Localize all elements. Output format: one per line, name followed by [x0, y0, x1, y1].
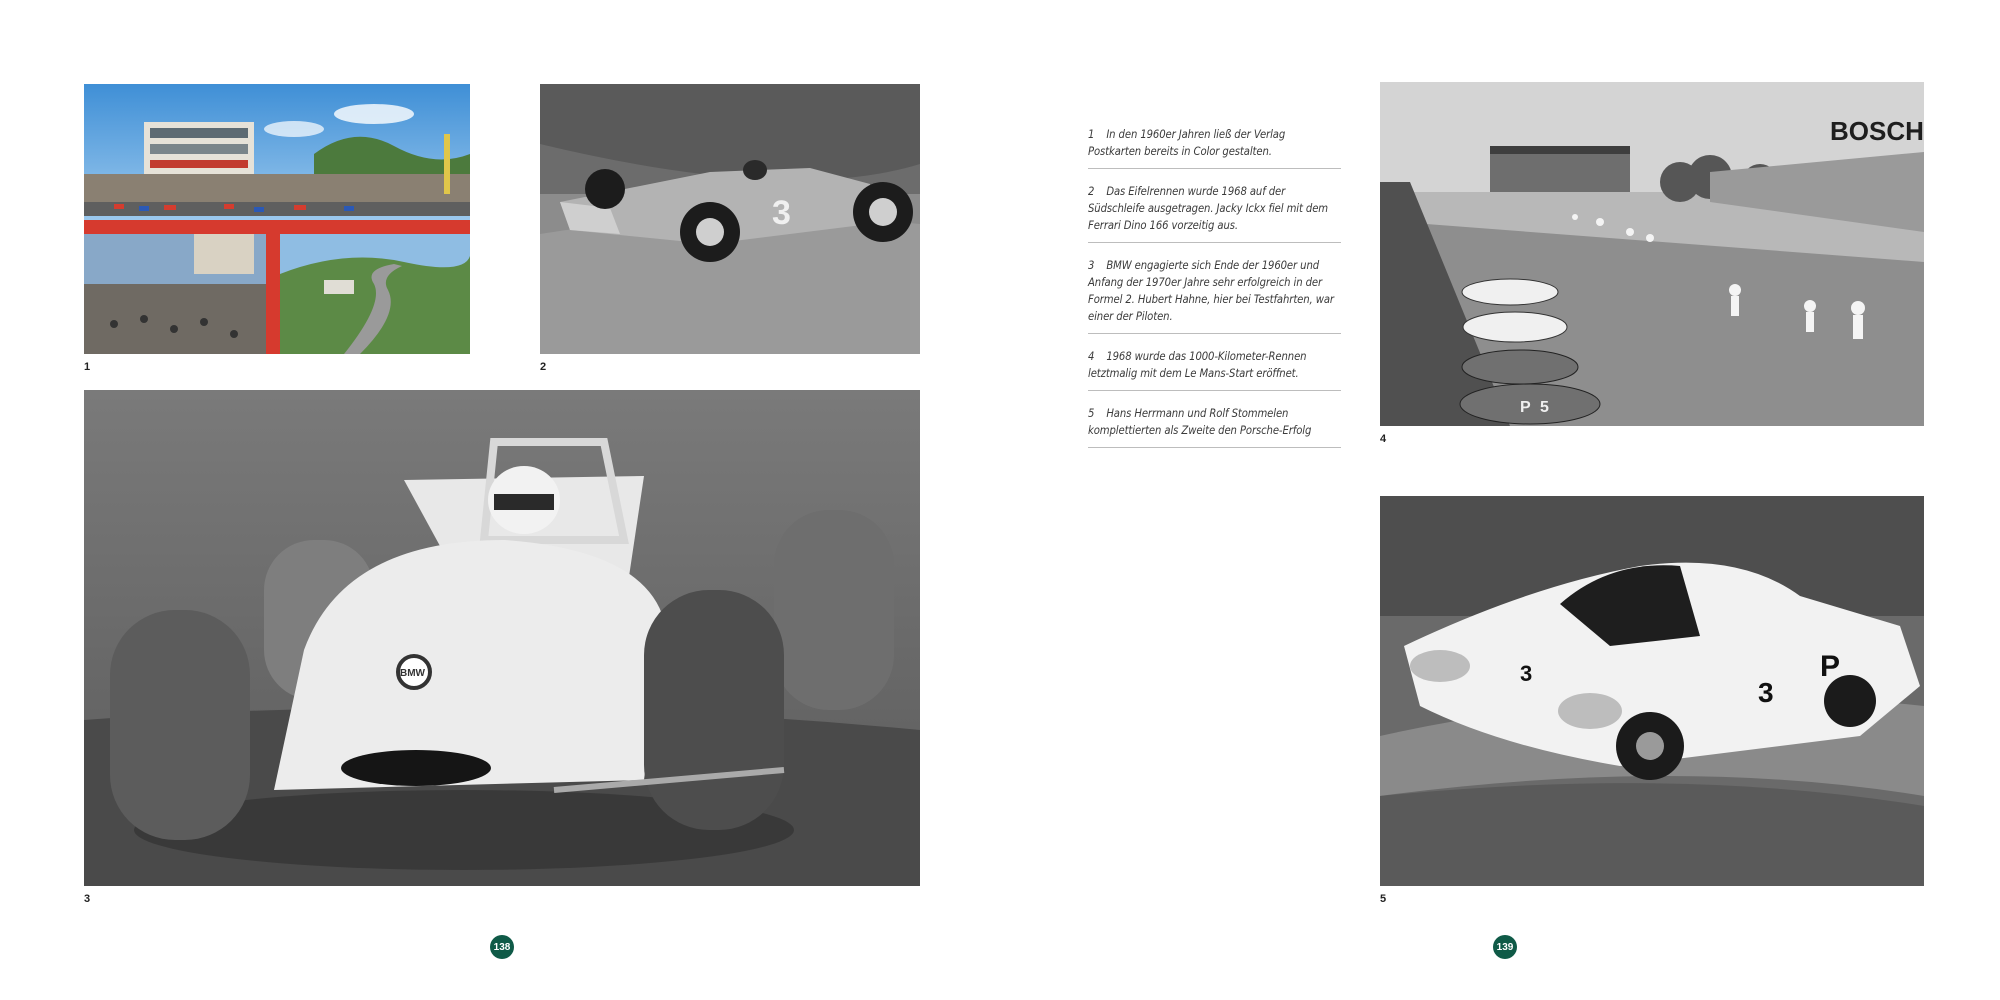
captions-column [1088, 122, 1341, 458]
car4-number: 5 [1540, 399, 1549, 416]
page-number-left: 138 [490, 935, 514, 959]
car2-number: 3 [772, 194, 791, 232]
bosch-sign: BOSCH [1830, 116, 1924, 146]
caption-3: 3 BMW engagierte sich Ende der 1960er und Anfang der 1970er Jahre sehr erfolgreich in der Formel 2. Hubert Hahne, hier bei Testfahrten, war einer der Piloten. [1088, 253, 1341, 334]
photo-3-bmw [84, 390, 920, 886]
photo-4-le-mans-start [1380, 82, 1924, 426]
car5-letter: P [1820, 650, 1841, 683]
page-number-right: 139 [1493, 935, 1517, 959]
figure-number-2: 2 [540, 361, 547, 373]
photo-5-porsche [1380, 496, 1924, 886]
figure-number-1: 1 [84, 361, 91, 373]
car4-door: P [1520, 399, 1531, 416]
photo-2-ferrari [540, 84, 920, 354]
figure-number-3: 3 [84, 893, 91, 905]
car5-door-number: 3 [1758, 677, 1774, 708]
caption-4: 4 1968 wurde das 1000-Kilometer-Rennen letztmalig mit dem Le Mans-Start eröffnet. [1088, 344, 1341, 391]
caption-2: 2 Das Eifelrennen wurde 1968 auf der Südschleife ausgetragen. Jacky Ickx fiel mit dem Ferrari Dino 166 vorzeitig aus. [1088, 179, 1341, 243]
figure-number-4: 4 [1380, 433, 1387, 445]
car3-badge: BMW [400, 668, 425, 679]
caption-5: 5 Hans Herrmann und Rolf Stommelen komplettierten als Zweite den Porsche-Erfolg [1088, 401, 1341, 448]
caption-1: 1 In den 1960er Jahren ließ der Verlag Postkarten bereits in Color gestalten. [1088, 122, 1341, 169]
photo-1-postcard [84, 84, 470, 354]
figure-number-5: 5 [1380, 893, 1387, 905]
car5-number: 3 [1520, 661, 1533, 686]
